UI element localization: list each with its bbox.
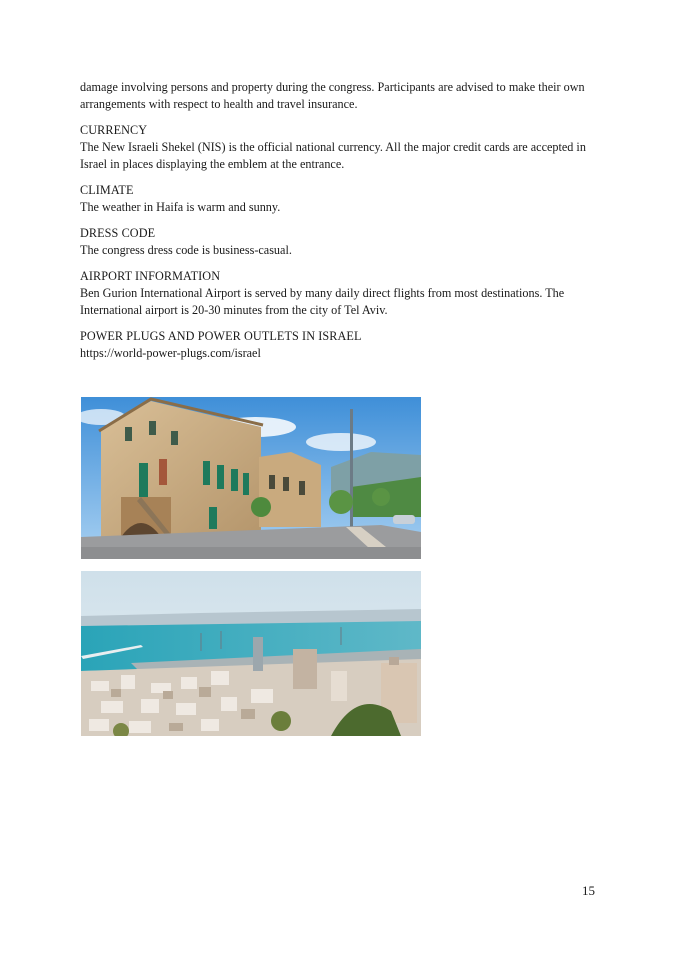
street-building-photo xyxy=(81,397,421,559)
page-number: 15 xyxy=(582,883,595,898)
street-building-image xyxy=(81,397,421,559)
intro-paragraph: damage involving persons and property during the congress. Participants are advised to make their own arrangements with respect to health and travel insurance. xyxy=(80,80,585,111)
section-airport xyxy=(80,268,600,319)
body-text xyxy=(80,79,600,371)
section-body: Ben Gurion International Airport is served by many daily direct flights from most destinations. The International airport is 20-30 minutes from the city of Tel Aviv. xyxy=(80,286,565,317)
haifa-panorama-image xyxy=(81,571,421,736)
section-body: The congress dress code is business-casual. xyxy=(80,243,292,257)
section-heading: POWER PLUGS AND POWER OUTLETS IN ISRAEL xyxy=(80,329,362,343)
section-heading: DRESS CODE xyxy=(80,226,156,240)
section-body: The New Israeli Shekel (NIS) is the official national currency. All the major credit cards are accepted in Israel in places displaying the emblem at the entrance. xyxy=(80,140,586,171)
section-heading: CURRENCY xyxy=(80,123,148,137)
haifa-panorama-photo xyxy=(81,571,421,736)
section-power-plugs xyxy=(80,328,600,362)
section-dress-code xyxy=(80,225,600,259)
section-currency xyxy=(80,122,600,173)
section-climate xyxy=(80,182,600,216)
section-body: The weather in Haifa is warm and sunny. xyxy=(80,200,281,214)
section-heading: CLIMATE xyxy=(80,183,134,197)
section-heading: AIRPORT INFORMATION xyxy=(80,269,221,283)
power-plugs-link[interactable]: https://world-power-plugs.com/israel xyxy=(80,346,261,360)
